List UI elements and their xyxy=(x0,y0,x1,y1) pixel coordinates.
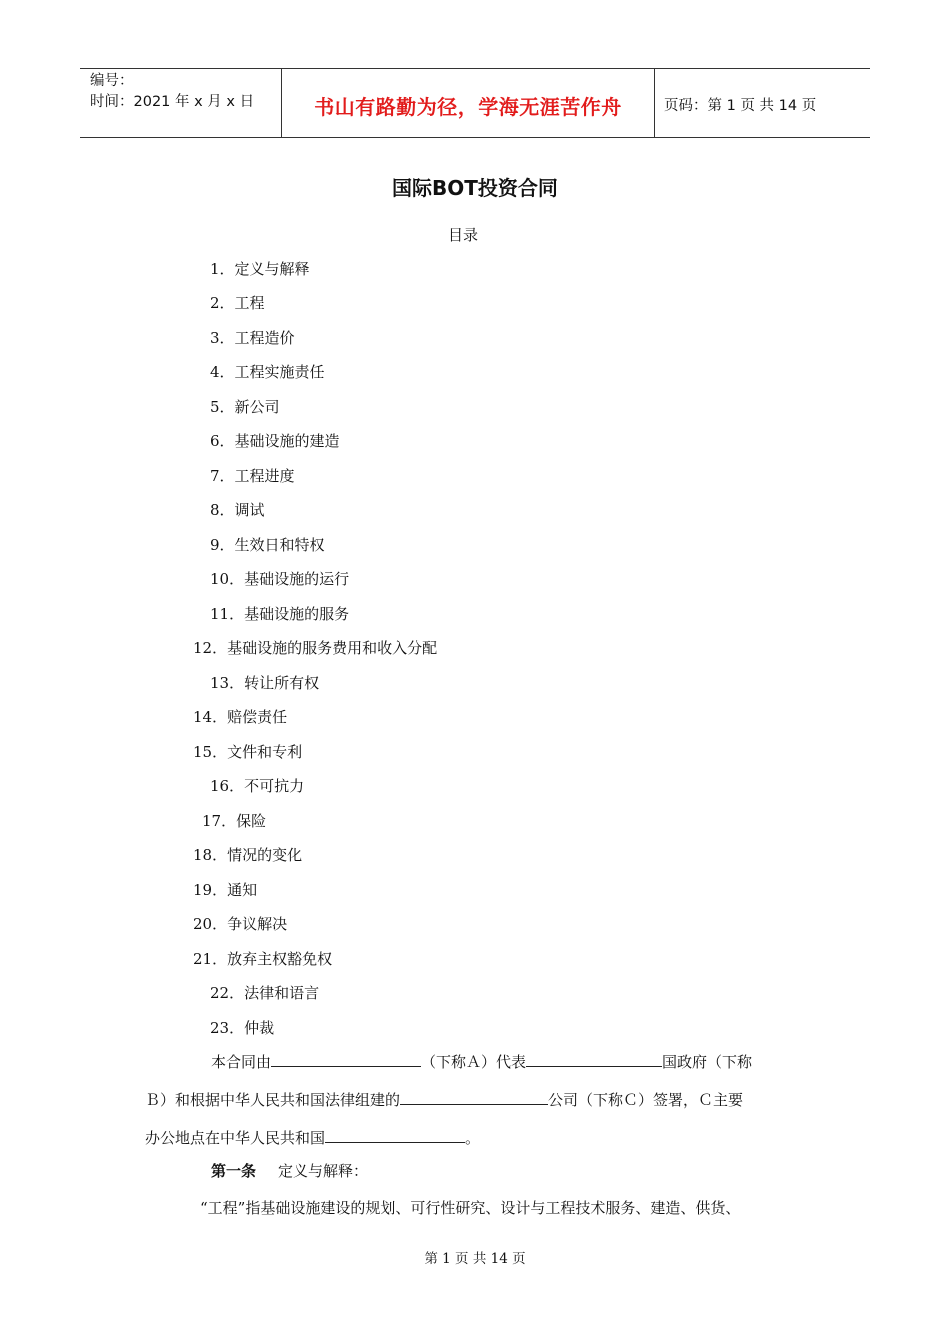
header-meta xyxy=(80,69,282,137)
intro-text: 国政府（下称 xyxy=(662,1053,753,1071)
article-1-text: “工程”指基础设施建设的规划、可行性研究、设计与工程技术服务、建造、供货、 xyxy=(200,1199,741,1217)
blank-line xyxy=(400,1090,548,1105)
toc-item: 5．新公司 xyxy=(210,398,280,416)
article-label: 第一条 xyxy=(211,1162,257,1180)
document-number-label: 编号： xyxy=(90,73,134,89)
intro-line-2 xyxy=(145,1089,743,1110)
header-motto: 书山有路勤为径，学海无涯苦作舟 xyxy=(282,69,655,137)
toc-item: 2．工程 xyxy=(210,294,265,312)
page-header xyxy=(80,68,870,138)
toc-item: 18．情况的变化 xyxy=(193,846,303,864)
page-footer: 第 1 页 共 14 页 xyxy=(424,1251,526,1267)
article-1-heading xyxy=(211,1160,368,1181)
document-time-label: 时间：2021 年 x 月 x 日 xyxy=(90,94,255,110)
intro-text: Ｂ）和根据中华人民共和国法律组建的 xyxy=(145,1091,401,1109)
toc-item: 21．放弃主权豁免权 xyxy=(193,950,333,968)
toc-item: 7．工程进度 xyxy=(210,467,295,485)
intro-line-1 xyxy=(211,1051,752,1072)
toc-item: 19．通知 xyxy=(193,881,258,899)
toc-item: 15．文件和专利 xyxy=(193,743,303,761)
intro-text: 。 xyxy=(465,1129,481,1147)
toc-item: 11．基础设施的服务 xyxy=(210,605,350,623)
blank-line xyxy=(526,1052,662,1067)
intro-text: 办公地点在中华人民共和国 xyxy=(145,1129,326,1147)
toc-item: 17．保险 xyxy=(202,812,267,830)
toc-item: 1．定义与解释 xyxy=(210,260,310,278)
toc-item: 16．不可抗力 xyxy=(210,777,305,795)
document-title: 国际BOT投资合同 xyxy=(392,176,558,200)
toc-item: 8．调试 xyxy=(210,501,265,519)
toc-item: 4．工程实施责任 xyxy=(210,363,325,381)
toc-item: 6．基础设施的建造 xyxy=(210,432,340,450)
toc-item: 22．法律和语言 xyxy=(210,984,320,1002)
toc-item: 14．赔偿责任 xyxy=(193,708,288,726)
toc-item: 13．转让所有权 xyxy=(210,674,320,692)
blank-line xyxy=(271,1052,421,1067)
toc-item: 12．基础设施的服务费用和收入分配 xyxy=(193,639,438,657)
intro-text: 公司（下称Ｃ）签署，Ｃ主要 xyxy=(548,1091,744,1109)
intro-text: （下称Ａ）代表 xyxy=(421,1053,527,1071)
toc-item: 20．争议解决 xyxy=(193,915,288,933)
toc-item: 3．工程造价 xyxy=(210,329,295,347)
intro-text: 本合同由 xyxy=(211,1053,272,1071)
toc-item: 9．生效日和特权 xyxy=(210,536,325,554)
toc-item: 23．仲裁 xyxy=(210,1019,275,1037)
header-page-number: 页码：第 1 页 共 14 页 xyxy=(664,97,817,114)
toc-heading: 目录 xyxy=(447,226,478,244)
toc-item: 10．基础设施的运行 xyxy=(210,570,350,588)
intro-line-3 xyxy=(145,1127,480,1148)
article-title: 定义与解释： xyxy=(278,1162,369,1180)
blank-line xyxy=(325,1128,465,1143)
